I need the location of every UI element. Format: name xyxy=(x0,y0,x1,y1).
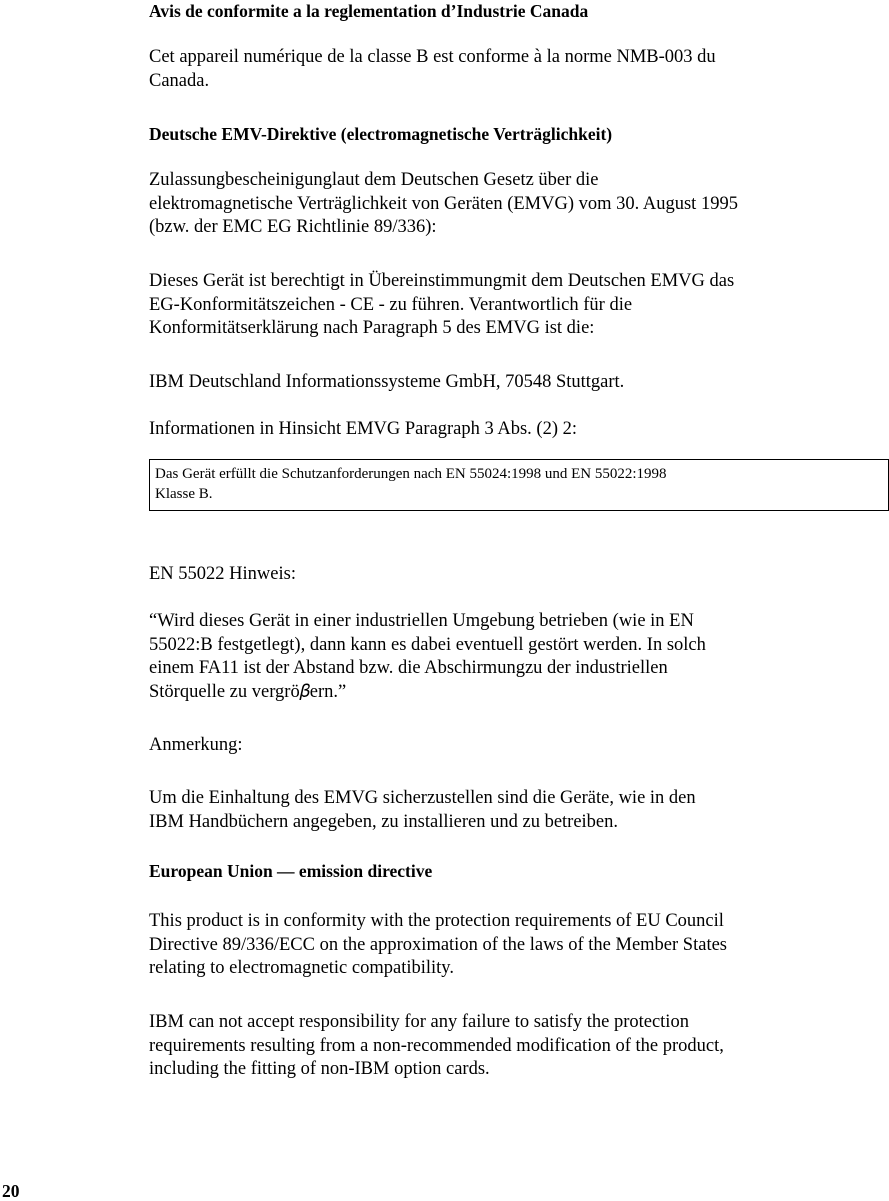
germany-intro xyxy=(149,169,738,240)
germany-requirements-box xyxy=(149,459,889,511)
germany-info-title xyxy=(149,418,577,442)
canada-body-line: Cet appareil numérique de la classe B est conforme à la norme NMB-003 du xyxy=(149,47,716,67)
germany-box-line: Das Gerät erfüllt die Schutzanforderungen nach EN 55024:1998 und EN 55022:1998 xyxy=(155,466,667,482)
eu-responsibility-line: including the fitting of non-IBM option cards. xyxy=(149,1059,490,1079)
germany-intro-line: elektromagnetische Verträglichkeit von Geräten (EMVG) vom 30. August 1995 xyxy=(149,193,738,214)
germany-remark-title-line: Anmerkung: xyxy=(149,735,243,755)
germany-en-note-title-line: EN 55022 Hinweis: xyxy=(149,564,296,584)
germany-en-note-line: Störquelle zu vergrö𝛽ern.” xyxy=(149,681,347,702)
eu-responsibility xyxy=(149,1011,724,1082)
germany-remark-title xyxy=(149,734,243,758)
eu-responsibility-line: IBM can not accept responsibility for any failure to satisfy the protection xyxy=(149,1012,689,1032)
germany-remark-line: Um die Einhaltung des EMVG sicherzustellen sind die Geräte, wie in den xyxy=(149,788,696,808)
germany-ce-mark xyxy=(149,270,734,341)
canada-body xyxy=(149,46,716,93)
eu-conformity xyxy=(149,910,727,981)
germany-remark xyxy=(149,787,696,834)
germany-info-title-line: Informationen in Hinsicht EMVG Paragraph 3 Abs. (2) 2: xyxy=(149,419,577,439)
germany-en-note xyxy=(149,610,706,704)
canada-heading: Avis de conformite a la reglementation d’Industrie Canada xyxy=(149,1,589,21)
eu-conformity-line: Directive 89/336/ECC on the approximation of the laws of the Member States xyxy=(149,934,727,955)
germany-box-line: Klasse B. xyxy=(155,486,213,502)
germany-company xyxy=(149,371,624,395)
eu-conformity-line: This product is in conformity with the protection requirements of EU Council xyxy=(149,911,724,931)
germany-ce-mark-line: EG-Konformitätszeichen - CE - zu führen. Verantwortlich für die xyxy=(149,294,633,315)
canada-body-line: Canada. xyxy=(149,70,210,91)
germany-intro-line: (bzw. der EMC EG Richtlinie 89/336): xyxy=(149,217,437,237)
page-number: 20 xyxy=(2,1181,20,1201)
germany-intro-line: Zulassungbescheinigunglaut dem Deutschen Gesetz über die xyxy=(149,170,599,190)
germany-company-line: IBM Deutschland Informationssysteme GmbH, 70548 Stuttgart. xyxy=(149,372,625,392)
germany-en-note-line: “Wird dieses Gerät in einer industriellen Umgebung betrieben (wie in EN xyxy=(149,611,694,631)
germany-en-note-line: 55022:B festgetlegt), dann kann es dabei eventuell gestört werden. In solch xyxy=(149,634,706,655)
eu-heading: European Union — emission directive xyxy=(149,861,433,881)
germany-ce-mark-line: Konformitätserklärung nach Paragraph 5 des EMVG ist die: xyxy=(149,318,595,338)
germany-heading: Deutsche EMV-Direktive (electromagnetische Verträglichkeit) xyxy=(149,124,613,144)
germany-en-note-title xyxy=(149,563,296,587)
germany-ce-mark-line: Dieses Gerät ist berechtigt in Übereinstimmungmit dem Deutschen EMVG das xyxy=(149,271,735,291)
eu-responsibility-line: requirements resulting from a non-recommended modification of the product, xyxy=(149,1035,724,1056)
eu-conformity-line: relating to electromagnetic compatibility. xyxy=(149,958,454,978)
germany-remark-line: IBM Handbüchern angegeben, zu installieren und zu betreiben. xyxy=(149,811,619,832)
germany-en-note-line: einem FA11 ist der Abstand bzw. die Abschirmungzu der industriellen xyxy=(149,658,668,678)
